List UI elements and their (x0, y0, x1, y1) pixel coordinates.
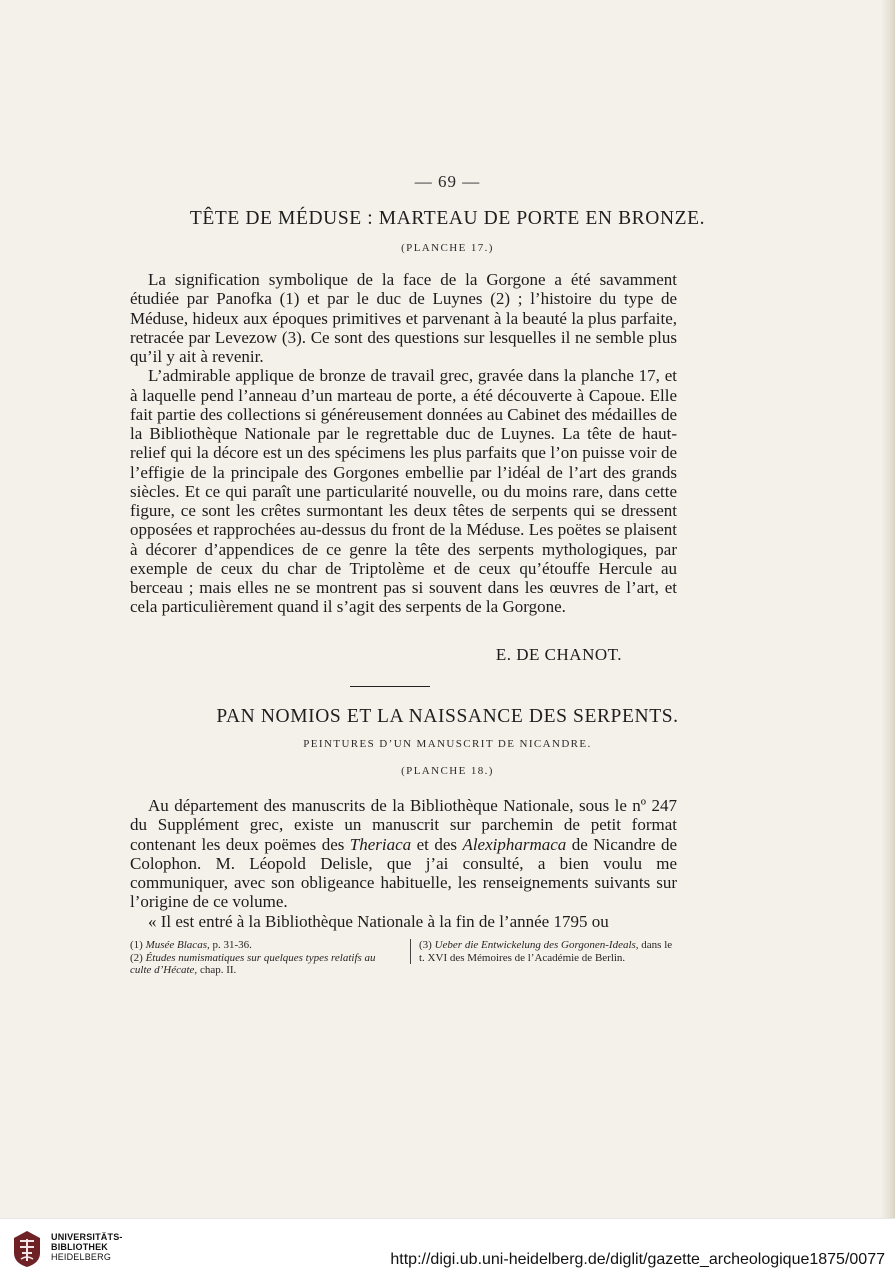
footnote-2: (2) Études numismatiques sur quelques types relatifs au culte d’Hécate, chap. II. (130, 951, 376, 976)
title-alexipharmaca: Alexipharmaca (462, 834, 567, 854)
article-body-meduse (130, 270, 677, 617)
title-theriaca: Theriaca (349, 834, 412, 854)
paragraph-1: La signification symbolique de la face de la Gorgone a été savamment étudiée par Panofka (1) et par le duc de Luynes (2) ; l’histoire du type de Méduse, hideux aux époques primitives et parvenant à la beauté la plus parfaite, retracée par Levezow (3). Ce sont des questions sur lesquelles il ne semble plus qu’il y ait à revenir. (130, 270, 677, 366)
university-seal-icon (10, 1229, 44, 1269)
paragraph-4: « Il est entré à la Bibliothèque Nationale à la fin de l’année 1795 ou (148, 911, 609, 931)
article-title-pan-nomios: PAN NOMIOS ET LA NAISSANCE DES SERPENTS. (216, 706, 679, 727)
article-body-pan (130, 796, 677, 931)
planche-17-label: (PLANCHE 17.) (401, 242, 494, 254)
paragraph-3: Au département des manuscrits de la Bibliothèque Nationale, sous le nº 247 du Supplément grec, existe un manuscrit sur parchemin de petit format contenant les deux poëmes des Theriaca et des Alexipharmaca de Nicandre de Colophon. M. Léopold Delisle, que j’ai consulté, a bien voulu me communiquer, avec son obligeance habituelle, les renseignements suivants sur l’origine de ce volume. (130, 796, 677, 912)
institution-name: UNIVERSITÄTS- BIBLIOTHEK HEIDELBERG (51, 1232, 123, 1262)
footer-bar (0, 1218, 895, 1281)
footnote-1: (1) Musée Blacas, p. 31-36. (130, 939, 252, 951)
author-signature: E. DE CHANOT. (495, 645, 622, 664)
source-url-link[interactable]: http://digi.ub.uni-heidelberg.de/diglit/gazette_archeologique1875/0077 (390, 1251, 885, 1268)
footnote-3: (3) Ueber die Entwickelung des Gorgonen-Ideals, dans le t. XVI des Mémoires de l’Académie de Berlin. (419, 939, 673, 964)
article-subtitle: PEINTURES D’UN MANUSCRIT DE NICANDRE. (303, 738, 592, 750)
page-number: — 69 — (414, 172, 481, 191)
article-title-meduse: TÊTE DE MÉDUSE : MARTEAU DE PORTE EN BRONZE. (189, 208, 706, 229)
planche-18-label: (PLANCHE 18.) (401, 765, 494, 777)
paragraph-2: L’admirable applique de bronze de travail grec, gravée dans la planche 17, et à laquelle pend l’anneau d’un marteau de porte, a été découverte à Capoue. Elle fait partie des collections si généreusement données au Cabinet des médailles de la Bibliothèque Nationale par le regrettable duc de Luynes. La tête de haut-relief qui la décore est un des spécimens les plus parfaits que l’on puisse voir de l’effigie de la principale des Gorgones embellie par l’idéal de l’art des grands siècles. Et ce qui paraît une particularité nouvelle, ou du moins rare, dans cette figure, ce sont les crêtes surmontant les deux têtes de serpents qui se dressent opposées et rapprochées au-dessus du front de la Méduse. Les poëtes se plaisent à décorer d’appendices de ce genre la tête des serpents mythologiques, par exemple de ceux du char de Triptolème et de ceux qu’étouffe Hercule au berceau ; mais elles ne se montrent pas si souvent dans les œuvres de l’art, et cela particulièrement quand il s’agit des serpents de la Gorgone. (130, 366, 677, 617)
section-divider (350, 686, 430, 687)
footnotes-left-column (130, 939, 392, 977)
footnotes-right-column (410, 939, 677, 964)
